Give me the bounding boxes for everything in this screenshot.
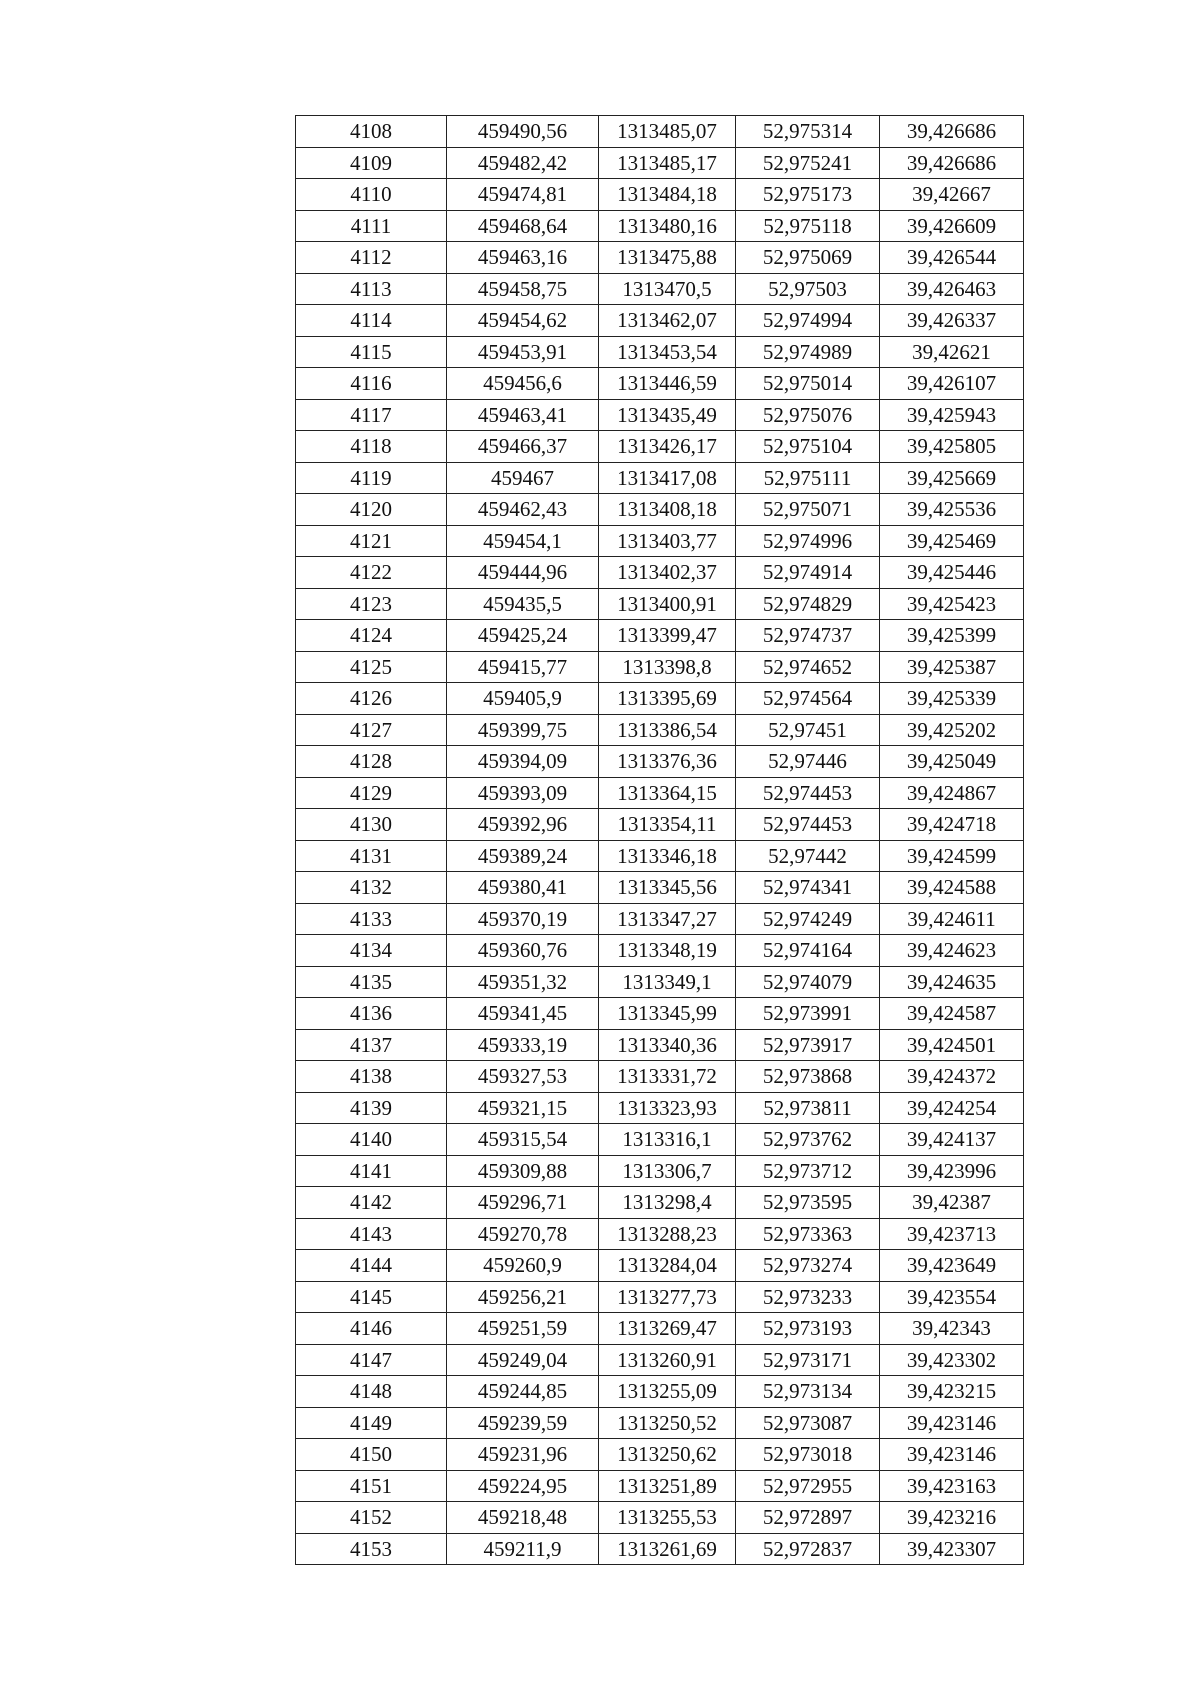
table-row xyxy=(296,966,1024,998)
y-coordinate-cell: 1313261,69 xyxy=(599,1533,736,1565)
y-coordinate-cell: 1313364,15 xyxy=(599,777,736,809)
y-coordinate-cell: 1313408,18 xyxy=(599,494,736,526)
point-number-cell: 4109 xyxy=(296,147,447,179)
y-coordinate-cell: 1313475,88 xyxy=(599,242,736,274)
x-coordinate-cell: 459399,75 xyxy=(447,714,599,746)
point-number-cell: 4126 xyxy=(296,683,447,715)
point-number-cell: 4131 xyxy=(296,840,447,872)
y-coordinate-cell: 1313340,36 xyxy=(599,1029,736,1061)
latitude-cell: 52,974652 xyxy=(736,651,880,683)
x-coordinate-cell: 459405,9 xyxy=(447,683,599,715)
y-coordinate-cell: 1313347,27 xyxy=(599,903,736,935)
point-number-cell: 4123 xyxy=(296,588,447,620)
y-coordinate-cell: 1313348,19 xyxy=(599,935,736,967)
point-number-cell: 4142 xyxy=(296,1187,447,1219)
point-number-cell: 4136 xyxy=(296,998,447,1030)
y-coordinate-cell: 1313284,04 xyxy=(599,1250,736,1282)
table-row xyxy=(296,210,1024,242)
x-coordinate-cell: 459239,59 xyxy=(447,1407,599,1439)
x-coordinate-cell: 459458,75 xyxy=(447,273,599,305)
x-coordinate-cell: 459463,16 xyxy=(447,242,599,274)
table-row xyxy=(296,777,1024,809)
x-coordinate-cell: 459315,54 xyxy=(447,1124,599,1156)
longitude-cell: 39,425446 xyxy=(880,557,1024,589)
longitude-cell: 39,424623 xyxy=(880,935,1024,967)
y-coordinate-cell: 1313417,08 xyxy=(599,462,736,494)
longitude-cell: 39,425536 xyxy=(880,494,1024,526)
latitude-cell: 52,974164 xyxy=(736,935,880,967)
table-row xyxy=(296,1187,1024,1219)
longitude-cell: 39,425339 xyxy=(880,683,1024,715)
x-coordinate-cell: 459490,56 xyxy=(447,116,599,148)
x-coordinate-cell: 459327,53 xyxy=(447,1061,599,1093)
latitude-cell: 52,974829 xyxy=(736,588,880,620)
table-row xyxy=(296,273,1024,305)
longitude-cell: 39,423163 xyxy=(880,1470,1024,1502)
point-number-cell: 4113 xyxy=(296,273,447,305)
point-number-cell: 4129 xyxy=(296,777,447,809)
x-coordinate-cell: 459260,9 xyxy=(447,1250,599,1282)
x-coordinate-cell: 459454,1 xyxy=(447,525,599,557)
coordinates-table-body xyxy=(296,116,1024,1565)
table-row xyxy=(296,462,1024,494)
longitude-cell: 39,42343 xyxy=(880,1313,1024,1345)
latitude-cell: 52,975173 xyxy=(736,179,880,211)
latitude-cell: 52,972897 xyxy=(736,1502,880,1534)
longitude-cell: 39,424372 xyxy=(880,1061,1024,1093)
table-row xyxy=(296,1281,1024,1313)
y-coordinate-cell: 1313316,1 xyxy=(599,1124,736,1156)
table-row xyxy=(296,1313,1024,1345)
point-number-cell: 4144 xyxy=(296,1250,447,1282)
latitude-cell: 52,973193 xyxy=(736,1313,880,1345)
longitude-cell: 39,426107 xyxy=(880,368,1024,400)
point-number-cell: 4134 xyxy=(296,935,447,967)
x-coordinate-cell: 459370,19 xyxy=(447,903,599,935)
point-number-cell: 4146 xyxy=(296,1313,447,1345)
point-number-cell: 4141 xyxy=(296,1155,447,1187)
table-row xyxy=(296,1407,1024,1439)
longitude-cell: 39,423216 xyxy=(880,1502,1024,1534)
latitude-cell: 52,973087 xyxy=(736,1407,880,1439)
longitude-cell: 39,425399 xyxy=(880,620,1024,652)
point-number-cell: 4145 xyxy=(296,1281,447,1313)
x-coordinate-cell: 459341,45 xyxy=(447,998,599,1030)
y-coordinate-cell: 1313255,09 xyxy=(599,1376,736,1408)
longitude-cell: 39,424611 xyxy=(880,903,1024,935)
x-coordinate-cell: 459456,6 xyxy=(447,368,599,400)
point-number-cell: 4115 xyxy=(296,336,447,368)
longitude-cell: 39,425202 xyxy=(880,714,1024,746)
x-coordinate-cell: 459389,24 xyxy=(447,840,599,872)
y-coordinate-cell: 1313485,07 xyxy=(599,116,736,148)
longitude-cell: 39,424137 xyxy=(880,1124,1024,1156)
y-coordinate-cell: 1313354,11 xyxy=(599,809,736,841)
latitude-cell: 52,975111 xyxy=(736,462,880,494)
x-coordinate-cell: 459244,85 xyxy=(447,1376,599,1408)
latitude-cell: 52,97451 xyxy=(736,714,880,746)
table-row xyxy=(296,179,1024,211)
table-row xyxy=(296,1376,1024,1408)
longitude-cell: 39,424599 xyxy=(880,840,1024,872)
longitude-cell: 39,423215 xyxy=(880,1376,1024,1408)
y-coordinate-cell: 1313453,54 xyxy=(599,336,736,368)
longitude-cell: 39,423302 xyxy=(880,1344,1024,1376)
latitude-cell: 52,975104 xyxy=(736,431,880,463)
x-coordinate-cell: 459351,32 xyxy=(447,966,599,998)
x-coordinate-cell: 459360,76 xyxy=(447,935,599,967)
y-coordinate-cell: 1313288,23 xyxy=(599,1218,736,1250)
table-row xyxy=(296,1533,1024,1565)
latitude-cell: 52,973868 xyxy=(736,1061,880,1093)
point-number-cell: 4121 xyxy=(296,525,447,557)
x-coordinate-cell: 459256,21 xyxy=(447,1281,599,1313)
point-number-cell: 4119 xyxy=(296,462,447,494)
table-row xyxy=(296,872,1024,904)
latitude-cell: 52,974737 xyxy=(736,620,880,652)
longitude-cell: 39,423307 xyxy=(880,1533,1024,1565)
y-coordinate-cell: 1313462,07 xyxy=(599,305,736,337)
y-coordinate-cell: 1313298,4 xyxy=(599,1187,736,1219)
latitude-cell: 52,975014 xyxy=(736,368,880,400)
table-row xyxy=(296,809,1024,841)
latitude-cell: 52,975076 xyxy=(736,399,880,431)
longitude-cell: 39,424501 xyxy=(880,1029,1024,1061)
point-number-cell: 4133 xyxy=(296,903,447,935)
table-row xyxy=(296,1250,1024,1282)
table-row xyxy=(296,840,1024,872)
point-number-cell: 4117 xyxy=(296,399,447,431)
table-row xyxy=(296,1218,1024,1250)
y-coordinate-cell: 1313376,36 xyxy=(599,746,736,778)
longitude-cell: 39,425423 xyxy=(880,588,1024,620)
latitude-cell: 52,975069 xyxy=(736,242,880,274)
point-number-cell: 4130 xyxy=(296,809,447,841)
y-coordinate-cell: 1313435,49 xyxy=(599,399,736,431)
longitude-cell: 39,424867 xyxy=(880,777,1024,809)
table-row xyxy=(296,1470,1024,1502)
y-coordinate-cell: 1313255,53 xyxy=(599,1502,736,1534)
latitude-cell: 52,973134 xyxy=(736,1376,880,1408)
y-coordinate-cell: 1313250,62 xyxy=(599,1439,736,1471)
y-coordinate-cell: 1313386,54 xyxy=(599,714,736,746)
table-row xyxy=(296,998,1024,1030)
table-row xyxy=(296,903,1024,935)
x-coordinate-cell: 459333,19 xyxy=(447,1029,599,1061)
longitude-cell: 39,426686 xyxy=(880,147,1024,179)
y-coordinate-cell: 1313480,16 xyxy=(599,210,736,242)
point-number-cell: 4110 xyxy=(296,179,447,211)
longitude-cell: 39,423554 xyxy=(880,1281,1024,1313)
table-row xyxy=(296,305,1024,337)
point-number-cell: 4143 xyxy=(296,1218,447,1250)
longitude-cell: 39,42667 xyxy=(880,179,1024,211)
point-number-cell: 4127 xyxy=(296,714,447,746)
latitude-cell: 52,973171 xyxy=(736,1344,880,1376)
latitude-cell: 52,974079 xyxy=(736,966,880,998)
point-number-cell: 4152 xyxy=(296,1502,447,1534)
x-coordinate-cell: 459454,62 xyxy=(447,305,599,337)
latitude-cell: 52,973712 xyxy=(736,1155,880,1187)
x-coordinate-cell: 459415,77 xyxy=(447,651,599,683)
latitude-cell: 52,973811 xyxy=(736,1092,880,1124)
y-coordinate-cell: 1313399,47 xyxy=(599,620,736,652)
point-number-cell: 4122 xyxy=(296,557,447,589)
point-number-cell: 4148 xyxy=(296,1376,447,1408)
point-number-cell: 4125 xyxy=(296,651,447,683)
point-number-cell: 4138 xyxy=(296,1061,447,1093)
longitude-cell: 39,425469 xyxy=(880,525,1024,557)
point-number-cell: 4140 xyxy=(296,1124,447,1156)
x-coordinate-cell: 459463,41 xyxy=(447,399,599,431)
longitude-cell: 39,424254 xyxy=(880,1092,1024,1124)
longitude-cell: 39,423649 xyxy=(880,1250,1024,1282)
x-coordinate-cell: 459482,42 xyxy=(447,147,599,179)
point-number-cell: 4114 xyxy=(296,305,447,337)
x-coordinate-cell: 459462,43 xyxy=(447,494,599,526)
latitude-cell: 52,972955 xyxy=(736,1470,880,1502)
latitude-cell: 52,972837 xyxy=(736,1533,880,1565)
longitude-cell: 39,42387 xyxy=(880,1187,1024,1219)
longitude-cell: 39,426337 xyxy=(880,305,1024,337)
y-coordinate-cell: 1313400,91 xyxy=(599,588,736,620)
latitude-cell: 52,975118 xyxy=(736,210,880,242)
latitude-cell: 52,973363 xyxy=(736,1218,880,1250)
latitude-cell: 52,975071 xyxy=(736,494,880,526)
table-row xyxy=(296,116,1024,148)
point-number-cell: 4116 xyxy=(296,368,447,400)
point-number-cell: 4139 xyxy=(296,1092,447,1124)
x-coordinate-cell: 459380,41 xyxy=(447,872,599,904)
y-coordinate-cell: 1313470,5 xyxy=(599,273,736,305)
x-coordinate-cell: 459231,96 xyxy=(447,1439,599,1471)
y-coordinate-cell: 1313269,47 xyxy=(599,1313,736,1345)
longitude-cell: 39,424635 xyxy=(880,966,1024,998)
x-coordinate-cell: 459392,96 xyxy=(447,809,599,841)
latitude-cell: 52,973018 xyxy=(736,1439,880,1471)
point-number-cell: 4153 xyxy=(296,1533,447,1565)
table-row xyxy=(296,494,1024,526)
y-coordinate-cell: 1313426,17 xyxy=(599,431,736,463)
y-coordinate-cell: 1313484,18 xyxy=(599,179,736,211)
table-row xyxy=(296,242,1024,274)
latitude-cell: 52,973233 xyxy=(736,1281,880,1313)
latitude-cell: 52,97446 xyxy=(736,746,880,778)
longitude-cell: 39,425049 xyxy=(880,746,1024,778)
longitude-cell: 39,426686 xyxy=(880,116,1024,148)
table-row xyxy=(296,714,1024,746)
latitude-cell: 52,973991 xyxy=(736,998,880,1030)
x-coordinate-cell: 459218,48 xyxy=(447,1502,599,1534)
table-row xyxy=(296,431,1024,463)
latitude-cell: 52,975241 xyxy=(736,147,880,179)
point-number-cell: 4108 xyxy=(296,116,447,148)
y-coordinate-cell: 1313260,91 xyxy=(599,1344,736,1376)
y-coordinate-cell: 1313349,1 xyxy=(599,966,736,998)
table-row xyxy=(296,588,1024,620)
x-coordinate-cell: 459224,95 xyxy=(447,1470,599,1502)
point-number-cell: 4135 xyxy=(296,966,447,998)
latitude-cell: 52,975314 xyxy=(736,116,880,148)
table-row xyxy=(296,1155,1024,1187)
longitude-cell: 39,425943 xyxy=(880,399,1024,431)
x-coordinate-cell: 459251,59 xyxy=(447,1313,599,1345)
x-coordinate-cell: 459393,09 xyxy=(447,777,599,809)
y-coordinate-cell: 1313395,69 xyxy=(599,683,736,715)
latitude-cell: 52,974341 xyxy=(736,872,880,904)
point-number-cell: 4151 xyxy=(296,1470,447,1502)
y-coordinate-cell: 1313398,8 xyxy=(599,651,736,683)
y-coordinate-cell: 1313485,17 xyxy=(599,147,736,179)
longitude-cell: 39,424587 xyxy=(880,998,1024,1030)
table-row xyxy=(296,683,1024,715)
x-coordinate-cell: 459296,71 xyxy=(447,1187,599,1219)
point-number-cell: 4118 xyxy=(296,431,447,463)
x-coordinate-cell: 459467 xyxy=(447,462,599,494)
x-coordinate-cell: 459435,5 xyxy=(447,588,599,620)
x-coordinate-cell: 459453,91 xyxy=(447,336,599,368)
coordinates-table xyxy=(295,115,1024,1565)
latitude-cell: 52,974996 xyxy=(736,525,880,557)
table-row xyxy=(296,336,1024,368)
x-coordinate-cell: 459211,9 xyxy=(447,1533,599,1565)
table-row xyxy=(296,746,1024,778)
latitude-cell: 52,973595 xyxy=(736,1187,880,1219)
y-coordinate-cell: 1313345,99 xyxy=(599,998,736,1030)
latitude-cell: 52,973762 xyxy=(736,1124,880,1156)
x-coordinate-cell: 459425,24 xyxy=(447,620,599,652)
table-row xyxy=(296,1029,1024,1061)
y-coordinate-cell: 1313446,59 xyxy=(599,368,736,400)
table-row xyxy=(296,368,1024,400)
x-coordinate-cell: 459309,88 xyxy=(447,1155,599,1187)
longitude-cell: 39,425387 xyxy=(880,651,1024,683)
longitude-cell: 39,425669 xyxy=(880,462,1024,494)
latitude-cell: 52,974453 xyxy=(736,777,880,809)
point-number-cell: 4149 xyxy=(296,1407,447,1439)
latitude-cell: 52,973917 xyxy=(736,1029,880,1061)
y-coordinate-cell: 1313323,93 xyxy=(599,1092,736,1124)
longitude-cell: 39,423146 xyxy=(880,1439,1024,1471)
point-number-cell: 4150 xyxy=(296,1439,447,1471)
latitude-cell: 52,97442 xyxy=(736,840,880,872)
table-row xyxy=(296,399,1024,431)
y-coordinate-cell: 1313403,77 xyxy=(599,525,736,557)
x-coordinate-cell: 459321,15 xyxy=(447,1092,599,1124)
point-number-cell: 4120 xyxy=(296,494,447,526)
table-row xyxy=(296,1092,1024,1124)
table-row xyxy=(296,1502,1024,1534)
table-row xyxy=(296,935,1024,967)
longitude-cell: 39,425805 xyxy=(880,431,1024,463)
point-number-cell: 4147 xyxy=(296,1344,447,1376)
x-coordinate-cell: 459468,64 xyxy=(447,210,599,242)
y-coordinate-cell: 1313346,18 xyxy=(599,840,736,872)
x-coordinate-cell: 459270,78 xyxy=(447,1218,599,1250)
longitude-cell: 39,424718 xyxy=(880,809,1024,841)
y-coordinate-cell: 1313250,52 xyxy=(599,1407,736,1439)
x-coordinate-cell: 459444,96 xyxy=(447,557,599,589)
point-number-cell: 4111 xyxy=(296,210,447,242)
table-row xyxy=(296,525,1024,557)
longitude-cell: 39,426463 xyxy=(880,273,1024,305)
x-coordinate-cell: 459474,81 xyxy=(447,179,599,211)
latitude-cell: 52,97503 xyxy=(736,273,880,305)
table-row xyxy=(296,557,1024,589)
point-number-cell: 4124 xyxy=(296,620,447,652)
longitude-cell: 39,42621 xyxy=(880,336,1024,368)
latitude-cell: 52,974249 xyxy=(736,903,880,935)
table-row xyxy=(296,1439,1024,1471)
x-coordinate-cell: 459394,09 xyxy=(447,746,599,778)
latitude-cell: 52,974564 xyxy=(736,683,880,715)
longitude-cell: 39,426544 xyxy=(880,242,1024,274)
table-row xyxy=(296,620,1024,652)
y-coordinate-cell: 1313277,73 xyxy=(599,1281,736,1313)
point-number-cell: 4137 xyxy=(296,1029,447,1061)
latitude-cell: 52,974453 xyxy=(736,809,880,841)
point-number-cell: 4132 xyxy=(296,872,447,904)
longitude-cell: 39,424588 xyxy=(880,872,1024,904)
table-row xyxy=(296,651,1024,683)
longitude-cell: 39,423146 xyxy=(880,1407,1024,1439)
x-coordinate-cell: 459466,37 xyxy=(447,431,599,463)
latitude-cell: 52,974994 xyxy=(736,305,880,337)
latitude-cell: 52,974914 xyxy=(736,557,880,589)
longitude-cell: 39,426609 xyxy=(880,210,1024,242)
longitude-cell: 39,423996 xyxy=(880,1155,1024,1187)
point-number-cell: 4112 xyxy=(296,242,447,274)
y-coordinate-cell: 1313402,37 xyxy=(599,557,736,589)
table-row xyxy=(296,1124,1024,1156)
latitude-cell: 52,973274 xyxy=(736,1250,880,1282)
point-number-cell: 4128 xyxy=(296,746,447,778)
table-row xyxy=(296,147,1024,179)
table-row xyxy=(296,1344,1024,1376)
y-coordinate-cell: 1313306,7 xyxy=(599,1155,736,1187)
longitude-cell: 39,423713 xyxy=(880,1218,1024,1250)
table-row xyxy=(296,1061,1024,1093)
latitude-cell: 52,974989 xyxy=(736,336,880,368)
y-coordinate-cell: 1313345,56 xyxy=(599,872,736,904)
y-coordinate-cell: 1313331,72 xyxy=(599,1061,736,1093)
x-coordinate-cell: 459249,04 xyxy=(447,1344,599,1376)
y-coordinate-cell: 1313251,89 xyxy=(599,1470,736,1502)
